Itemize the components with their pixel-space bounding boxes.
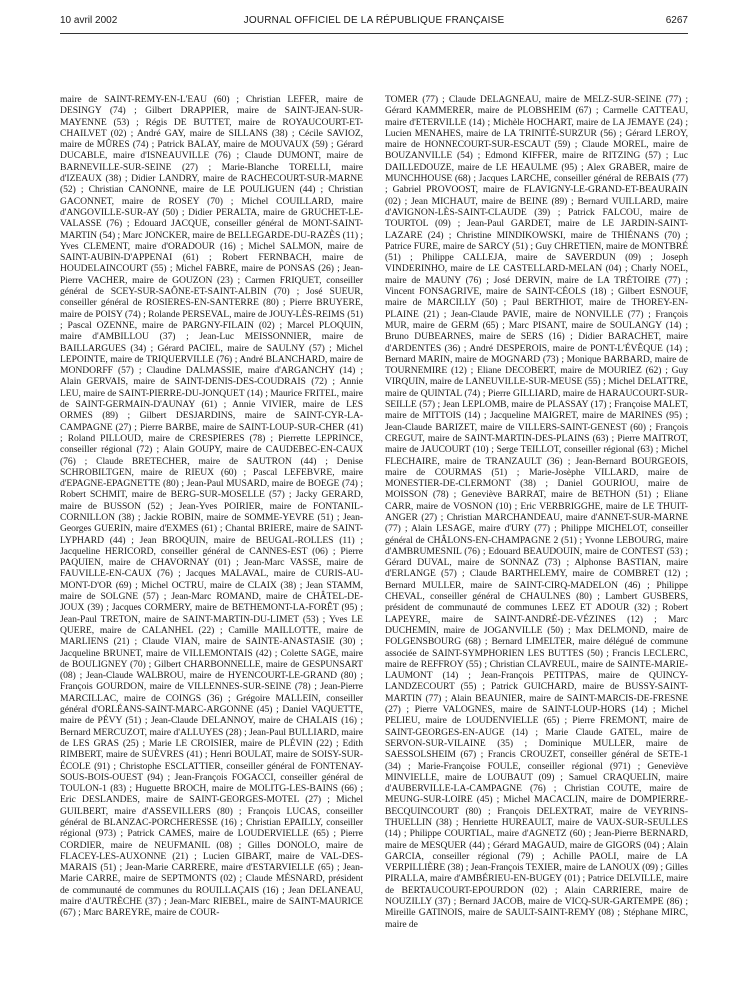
journal-title: JOURNAL OFFICIEL DE LA RÉPUBLIQUE FRANÇAISE <box>243 15 505 26</box>
page-number: 6267 <box>665 15 688 26</box>
right-column-text: TOMER (77) ; Claude DELAGNEAU, maire de MELZ-SUR-SEINE (77) ; Gérard KAMMERER, maire de PLOBSHEIM (67) ; Carmelle CATTEAU, maire d'ETERVILLE (14) ; Michèle HOCHART, maire de LA JEMAYE (24) ; Lucien MENAHES, maire de LA TRINITÉ-SURZUR (56) ; Gérard LEROY, maire de HONNECOURT-SUR-ESCAUT (59) ; Claude MOREL, maire de BOUZANVILLE (54) ; Edmond KIFFER, maire de RITZING (57) ; Luc DAILLEDOUZE, maire de LE HEAULME (95) ; Alex GRABER, maire de MUNCHHOUSE (68) ; Jacques LARCHE, conseiller général de REBAIS (77) ; Gabriel PROVOOST, maire de FLAVIGNY-LE-GRAND-ET-BEAURAIN (02) ; Jean MICHAUT, maire de BEINE (89) ; Bernard VUILLARD, maire d'AVIGNON-LÈS-SAINT-CLAUDE (39) ; Patrick FALCOU, maire de TOURTOL (09) ; Jean-Paul GARDET, maire de LE JARDIN-SAINT-LAZARE (24) ; Christine MINDIKOWSKI, maire de THIÉNANS (70) ; Patrice FURE, maire de SARCY (51) ; Guy CHRETIEN, maire de MONTBRÉ (51) ; Philippe CALLEJA, maire de SAVERDUN (09) ; Joseph VINDERINHO, maire de LE CASTELLARD-MELAN (04) ; Charly NOEL, maire de MAUNY (76) ; José DERVIN, maire de LA TRÉTOIRE (77) ; Vincent FONSAGRIVE, maire de SAINT-CÉOLS (18) ; Gilbert ESNOUF, maire de MARCILLY (50) ; Paul BERTHIOT, maire de THOREY-EN-PLAINE (21) ; Jean-Claude PAVIE, maire de NONVILLE (77) ; François MUR, maire de GERM (65) ; Marc PISANT, maire de SOULANGY (14) ; Bruno DUBEARNES, maire de SERS (16) ; Didier BARACHET, maire d'ARDENTES (36) ; André DESPEROIS, maire de PONT-L'ÉVÊQUE (14) ; Bernard MARIN, maire de MOGNARD (73) ; Monique BARBARD, maire de TOURNEMIRE (12) ; Eliane DECOBERT, maire de MOURIEZ (62) ; Guy VIRQUIN, maire de LANEUVILLE-SUR-MEUSE (55) ; Michel DELATTRE, maire de QUINTAL (74) ; Pierre GILLIARD, maire de HARAUCOURT-SUR-SEILLE (57) ; Jean LEPLOMB, maire de PLASSAY (17) ; Françoise MALET, maire de MITTOIS (14) ; Jacqueline MAIGRET, maire de MARINES (95) ; Jean-Claude BARIZET, maire de VILLERS-SAINT-GENEST (60) ; François CREGUT, maire de SAINT-MARTIN-DES-PLAINS (63) ; Pierre MAITROT, maire de JAUCOURT (10) ; Serge TEILLOT, conseiller régional (63) ; Michel FLECHAIRE, maire de TRANZAULT (36) ; Jean-Bernard BOURGEOIS, maire de COURMAS (51) ; Marie-Josèphe VILLARD, maire de MONESTIER-DE-CLERMONT (38) ; Daniel GOURIOU, maire de MOISSON (78) ; Geneviève BARRAT, maire de BETHON (51) ; Eliane CARR, maire de VOSNON (10) ; Eric VERBRIGGHE, maire de LE THUIT-ANGER (27) ; Christian MARCHANDEAU, maire d'ANNET-SUR-MARNE (77) ; Alain LESAGE, maire d'URY (77) ; Philippe MICHELOT, conseiller général de CHÂLONS-EN-CHAMPAGNE 2 (51) ; Yvonne LEBOURG, maire d'AMBRUMESNIL (76) ; Edouard BEAUDOUIN, maire de CONTEST (53) ; Gérard DUVAL, maire de SONNAZ (73) ; Alphonse BASTIAN, maire d'ERLANGE (57) ; Claude BARTHELEMY, maire de COMBRET (12) ; Bernard MULLER, maire de SAINT-CIRQ-MADELON (46) ; Philippe CHEVAL, conseiller général de CHAULNES (80) ; Lambert GUSBERS, président de communauté de communes LEEZ ET ADOUR (32) ; Robert LAPEYRE, maire de SAINT-ANDRÉ-DE-VÉZINES (12) ; Marc DUCHEMIN, maire de JOGANVILLE (50) ; Max DELMOND, maire de FOLGENSBOURG (68) ; Bernard LIMELTER, maire délégué de commune associée de SAINT-SYMPHORIEN LES BUTTES (50) ; Francis LECLERC, maire de REFFROY (55) ; Christian CLAVREUL, maire de SAINTE-MARIE-LAUMONT (14) ; Jean-François PETITPAS, maire de QUINCY-LANDZECOURT (55) ; Patrick GUICHARD, maire de BUSSY-SAINT-MARTIN (77) ; Alain BEAUNIER, maire de SAINT-MARCIS-DE-FRESNE (27) ; Pierre VALOGNES, maire de SAINT-LOUP-HORS (14) ; Michel PELIEU, maire de LOUDENVIELLE (65) ; Pierre FREMONT, maire de SAINT-GEORGES-EN-AUGE (14) ; Marie Claude GATEL, maire de SERVON-SUR-VILAINE (35) ; Dominique MULLER, maire de SAESSOLSHEIM (67) ; Francis CROUZET, conseiller général de SETE-1 (34) ; Marie-Françoise FOULE, conseiller régional (971) ; Geneviève MINVIELLE, maire de LOUBAUT (09) ; Samuel CRAQUELIN, maire d'AUBERVILLE-LA-CAMPAGNE (76) ; Christian COUTE, maire de MEUNG-SUR-LOIRE (45) ; Michel MACACLIN, maire de DOMPIERRE-BECQUINCOURT (80) ; François DELEXTRAT, maire de VEYRINS-THUELLIN (38) ; Henriette HUREAULT, maire de VAUX-SUR-SEULLES (14) ; Philippe COURTIAL, maire d'AGNETZ (60) ; Jean-Pierre BERNARD, maire de MESQUER (44) ; Gérard MAGAUD, maire de GIGORS (04) ; Alain GARCIA, conseiller régional (79) ; Achille PAOLI, maire de LA VERPILLIÈRE (38) ; Jean-François TEXIER, maire de LANOUX (09) ; Gilles PIRALLA, maire d'AMBÉRIEU-EN-BUGEY (01) ; Patrice DELVILLE, maire de BERTAUCOURT-EPOURDON (02) ; Alain CARRIERE, maire de NOUZILLY (37) ; Bernard JACOB, maire de VICQ-SUR-GARTEMPE (86) ; Mireille GATINOIS, maire de SAULT-SAINT-REMY (08) ; Stéphane MIRC, maire de <box>385 94 688 930</box>
publication-date: 10 avril 2002 <box>60 15 118 26</box>
left-column <box>60 94 363 984</box>
right-column <box>385 94 688 984</box>
page-header <box>60 14 688 34</box>
left-column-text: maire de SAINT-REMY-EN-L'EAU (60) ; Christian LEFER, maire de DESINGY (74) ; Gilbert DRAPPIER, maire de SAINT-JEAN-SUR-MAYENNE (53) ; Régis DE BUTTET, maire de ROYAUCOURT-ET-CHAILVET (02) ; André GAY, maire de SILLANS (38) ; Cécile SAVIOZ, maire de MÛRES (74) ; Patrick BALAY, maire de MOUVAUX (59) ; Gérard DUCABLE, maire d'ISNEAUVILLE (76) ; Claude DUMONT, maire de BARNEVILLE-SUR-SEINE (27) ; Marie-Blanche TORELLI, maire d'IZEAUX (38) ; Didier LANDRY, maire de RACHECOURT-SUR-MARNE (52) ; Christian CANONNE, maire de LE POULIGUEN (44) ; Christian GACONNET, maire de ROSEY (70) ; Michel COUILLARD, maire d'ANGOVILLE-SUR-AY (50) ; Didier PERALTA, maire de GRUCHET-LE-VALASSE (76) ; Edouard JACQUE, conseiller général de MONT-SAINT-MARTIN (54) ; Marc JONCKER, maire de BELLEGARDE-DU-RAZÈS (11) ; Yves CLEMENT, maire d'ORADOUR (16) ; Michel SALMON, maire de SAINT-AUBIN-D'APPENAI (61) ; Robert FERNBACH, maire de HOUDELAINCOURT (55) ; Michel FABRE, maire de PONSAS (26) ; Jean-Pierre VACHER, maire de GOUZON (23) ; Carmen FRIQUET, conseiller général de SCEY-SUR-SAÔNE-ET-SAINT-ALBIN (70) ; José SUEUR, conseiller général de ROSIERES-EN-SANTERRE (80) ; Pierre BRUYERE, maire de POISY (74) ; Rolande PERSEVAL, maire de JOUY-LÈS-REIMS (51) ; Pascal OZENNE, maire de PARGNY-FILAIN (02) ; Marcel PLOQUIN, maire d'AMBILLOU (37) ; Jean-Luc MEISSONNIER, maire de BAILLARGUES (34) ; Gérard PACIEL, maire de SAULNY (57) ; Michel LEPOINTE, maire de TRIQUERVILLE (76) ; André BLANCHARD, maire de MONDORFF (57) ; Claudine DALMASSIE, maire d'ARGANCHY (14) ; Alain GERVAIS, maire de SAINT-DENIS-DES-COUDRAIS (72) ; Annie LEU, maire de SAINT-PIERRE-DU-JONQUET (14) ; Maurice FRITEL, maire de SAINT-GERMAIN-D'AUNAY (61) ; Annie VIVIER, maire de LES ORMES (89) ; Gilbert DESJARDINS, maire de SAINT-CYR-LA-CAMPAGNE (27) ; Pierre BARBE, maire de SAINT-LOUP-SUR-CHER (41) ; Roland PILLOUD, maire de CRESPIERES (78) ; Pierrette LEPRINCE, conseiller régional (72) ; Alain GOUPY, maire de CAUDEBEC-EN-CAUX (76) ; Claude BRETECHER, maire de SAUTRON (44) ; Denise SCHROBILTGEN, maire de RIEUX (60) ; Pascal LEFEBVRE, maire d'EPAGNE-EPAGNETTE (80) ; Jean-Paul MUSARD, maire de BOEGE (74) ; Robert SCHMIT, maire de BERG-SUR-MOSELLE (57) ; Jacky GERARD, maire de BUSSON (52) ; Jean-Yves POIRIER, maire de FONTANIL-CORNILLON (38) ; Jackie ROBIN, maire de SOMME-YEVRE (51) ; Jean-Georges GUERIN, maire d'EXMES (61) ; Chantal BRIERE, maire de SAINT-LYPHARD (44) ; Jean BROQUIN, maire de BEUGAL-ROLLES (11) ; Jacqueline HERICORD, conseiller général de CANNES-EST (06) ; Pierre PAQUIEN, maire de CHAVORNAY (01) ; Jean-Marc VASSE, maire de FAUVILLE-EN-CAUX (76) ; Jacques MALAVAL, maire de CURIS-AU-MONT-D'OR (69) ; Michel OCTRU, maire de CLAIX (38) ; Jean STAMM, maire de SOLGNE (57) ; Jean-Marc ROMAND, maire de CHÂTEL-DE-JOUX (39) ; Jacques CORMERY, maire de BETHEMONT-LA-FORÊT (95) ; Jean-Paul TRETON, maire de SAINT-MARTIN-DU-LIMET (53) ; Yves LE QUERE, maire de CALANHEL (22) ; Camille MAILLOTTE, maire de MARLIENS (21) ; Claude VIAN, maire de SAINTE-ANASTASIE (30) ; Jacqueline BRUNET, maire de VILLEMONTAIS (42) ; Colette SAGE, maire de BOULIGNEY (70) ; Gilbert CHARBONNELLE, maire de GESPUNSART (08) ; Jean-Claude WALBROU, maire de HYENCOURT-LE-GRAND (80) ; François GOURDON, maire de VILLENNES-SUR-SEINE (78) ; Jean-Pierre MARCILLAC, maire de COINGS (36) ; Grégoire MALLEIN, conseiller général d'ORLÉANS-SAINT-MARC-ARGONNE (45) ; Daniel VAQUETTE, maire de PÉVY (51) ; Jean-Claude DELANNOY, maire de CHALAIS (16) ; Bernard MERCUZOT, maire d'ALLUYES (28) ; Jean-Paul BULLIARD, maire de LES GRAS (25) ; Marie LE CROISIER, maire de PLÉVIN (22) ; Edith RIMBERT, maire de SUÈVRES (41) ; Henri BOULAT, maire de SOISY-SUR-ÉCOLE (91) ; Christophe ESCLATTIER, conseiller général de FONTENAY-SOUS-BOIS-OUEST (94) ; Jean-François FOGACCI, conseiller général de TOULON-1 (83) ; Huguette BROCH, maire de MOLITG-LES-BAINS (66) ; Eric DESLANDES, maire de SAINT-GEORGES-MOTEL (27) ; Michel GUILBERT, maire d'ASSEVILLERS (80) ; François LUCAS, conseiller général de BLANZAC-PORCHERESSE (16) ; Christian EPAILLY, conseiller régional (973) ; Patrick CAMES, maire de LOUDERVIELLE (65) ; Pierre CORDIER, maire de NEUFMANIL (08) ; Gilles DONOLO, maire de FLACEY-LES-AUXONNE (21) ; Lucien GIBART, maire de VAL-DES-MARAIS (51) ; Jean-Marie CARRERE, maire d'ESTARVIELLE (65) ; Jean-Marie CARRE, maire de SEPTMONTS (02) ; Claude MÉSNARD, président de communauté de communes du ROUILLAÇAIS (16) ; Jean DELANEAU, maire d'AUTRÈCHE (37) ; Jean-Marc RIEBEL, maire de SAINT-MAURICE (67) ; Marc BAREYRE, maire de COUR- <box>60 94 363 919</box>
header-rule <box>60 33 688 34</box>
